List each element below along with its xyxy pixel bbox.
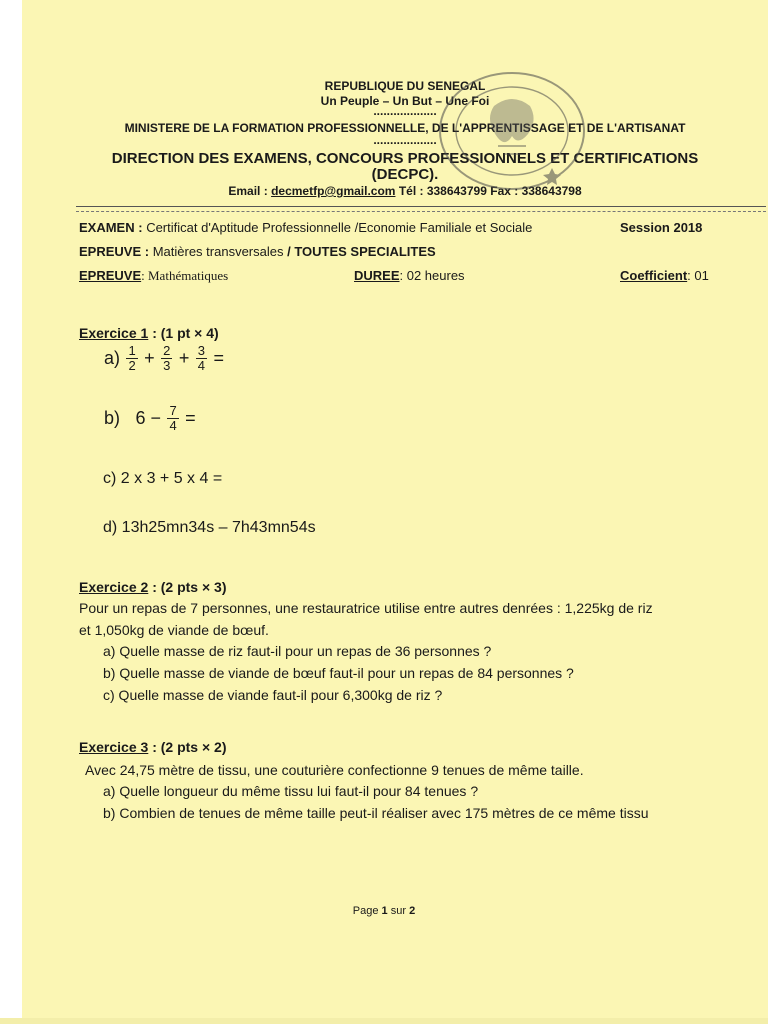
numerator: 2 — [163, 343, 171, 358]
coef-value: : 01 — [687, 268, 709, 283]
ministry-name: MINISTERE DE LA FORMATION PROFESSIONNELLE, DE L'APPRENTISSAGE ET DE L'ARTISANAT — [124, 121, 686, 135]
ex1-a-label: a) — [104, 348, 121, 368]
exam-line — [79, 220, 532, 235]
separator-dots: ................... — [373, 104, 437, 118]
ex1-item-d: d) 13h25mn34s – 7h43mn54s — [103, 519, 316, 536]
ex1-b-label: b) — [104, 408, 121, 428]
header-rule — [76, 206, 766, 207]
ex2-question-a: a) Quelle masse de riz faut-il pour un repas de 36 personnes ? — [103, 643, 492, 659]
epreuve-line-1 — [79, 244, 436, 259]
epreuve-label: EPREUVE : — [79, 244, 150, 259]
exercise-3-title — [79, 739, 226, 755]
denominator: 2 — [128, 358, 136, 373]
denominator: 3 — [163, 358, 171, 373]
epreuve-line-2 — [79, 268, 228, 284]
direction-acronym: (DECPC). — [371, 166, 439, 183]
equals-sign: = — [185, 408, 196, 428]
exercise-1-label: Exercice 1 — [79, 325, 149, 341]
exercise-1-title — [79, 325, 219, 341]
plus-sign: + — [144, 348, 155, 368]
national-motto: Un Peuple – Un But – Une Foi — [320, 94, 490, 108]
ex2-statement-line-1: Pour un repas de 7 personnes, une restauratrice utilise entre autres denrées : 1,225kg de riz — [79, 600, 653, 616]
page-mid: sur — [390, 905, 407, 917]
epreuve-value: Matières transversales — [152, 244, 284, 259]
page-total: 2 — [409, 905, 416, 917]
examen-label: EXAMEN : — [79, 220, 143, 235]
numerator: 7 — [169, 403, 177, 418]
numerator: 3 — [197, 343, 206, 358]
official-stamp — [432, 66, 592, 196]
duree-label: DUREE — [354, 268, 400, 283]
email-address[interactable]: decmetfp@gmail.com — [271, 184, 396, 198]
fraction — [161, 344, 172, 373]
phone-number: Tél : 338643799 — [398, 184, 487, 198]
exercise-2-points: : (2 pts × 3) — [152, 579, 227, 595]
coefficient — [620, 268, 709, 283]
ex1-item-b — [103, 404, 197, 433]
denominator: 4 — [197, 358, 206, 373]
page-number — [0, 905, 768, 917]
separator-dots-2: ................... — [373, 133, 437, 147]
duration — [354, 268, 465, 283]
denominator: 4 — [169, 418, 177, 433]
specialites-label: / TOUTES SPECIALITES — [287, 244, 436, 259]
contact-line — [60, 184, 750, 198]
ex1-item-a — [103, 344, 225, 373]
ex1-b-lead: 6 − — [135, 408, 161, 428]
ex2-statement-line-2: et 1,050kg de viande de bœuf. — [79, 622, 269, 638]
exercise-3-label: Exercice 3 — [79, 739, 149, 755]
page-prefix: Page — [352, 905, 379, 917]
equals-sign: = — [213, 348, 224, 368]
ex2-question-b: b) Quelle masse de viande de bœuf faut-il pour un repas de 84 personnes ? — [103, 665, 574, 681]
examen-value: Certificat d'Aptitude Professionnelle /Economie Familiale et Sociale — [146, 220, 533, 235]
ex2-question-c: c) Quelle masse de viande faut-il pour 6,300kg de riz ? — [103, 687, 443, 703]
email-label: Email : — [228, 184, 268, 198]
epreuve2-label: EPREUVE — [79, 268, 142, 283]
republic-title: REPUBLIQUE DU SENEGAL — [324, 79, 486, 93]
ex1-item-c: c) 2 x 3 + 5 x 4 = — [103, 470, 223, 487]
exercise-2-label: Exercice 2 — [79, 579, 149, 595]
header-rule-dashed — [76, 211, 766, 212]
fax-number: Fax : 338643798 — [490, 184, 582, 198]
fraction — [196, 344, 207, 373]
plus-sign: + — [178, 348, 190, 368]
exercise-3-points: : (2 pts × 2) — [152, 739, 227, 755]
page-current: 1 — [381, 905, 388, 917]
fraction — [167, 404, 178, 433]
epreuve2-value: : Mathématiques — [141, 268, 229, 283]
direction-name: DIRECTION DES EXAMENS, CONCOURS PROFESSIONNELS ET CERTIFICATIONS — [111, 150, 699, 167]
session-label: Session 2018 — [620, 220, 703, 235]
ex3-question-b: b) Combien de tenues de même taille peut-il réaliser avec 175 mètres de ce même tissu — [103, 805, 649, 821]
ex3-question-a: a) Quelle longueur du même tissu lui faut-il pour 84 tenues ? — [103, 783, 479, 799]
duree-value: : 02 heures — [399, 268, 465, 283]
ex3-statement: Avec 24,75 mètre de tissu, une couturière confectionne 9 tenues de même taille. — [85, 762, 584, 778]
numerator: 1 — [128, 343, 136, 358]
exercise-2-title — [79, 579, 226, 595]
fraction — [126, 344, 137, 373]
exercise-1-points: : (1 pt × 4) — [152, 325, 219, 341]
coef-label: Coefficient — [620, 268, 688, 283]
